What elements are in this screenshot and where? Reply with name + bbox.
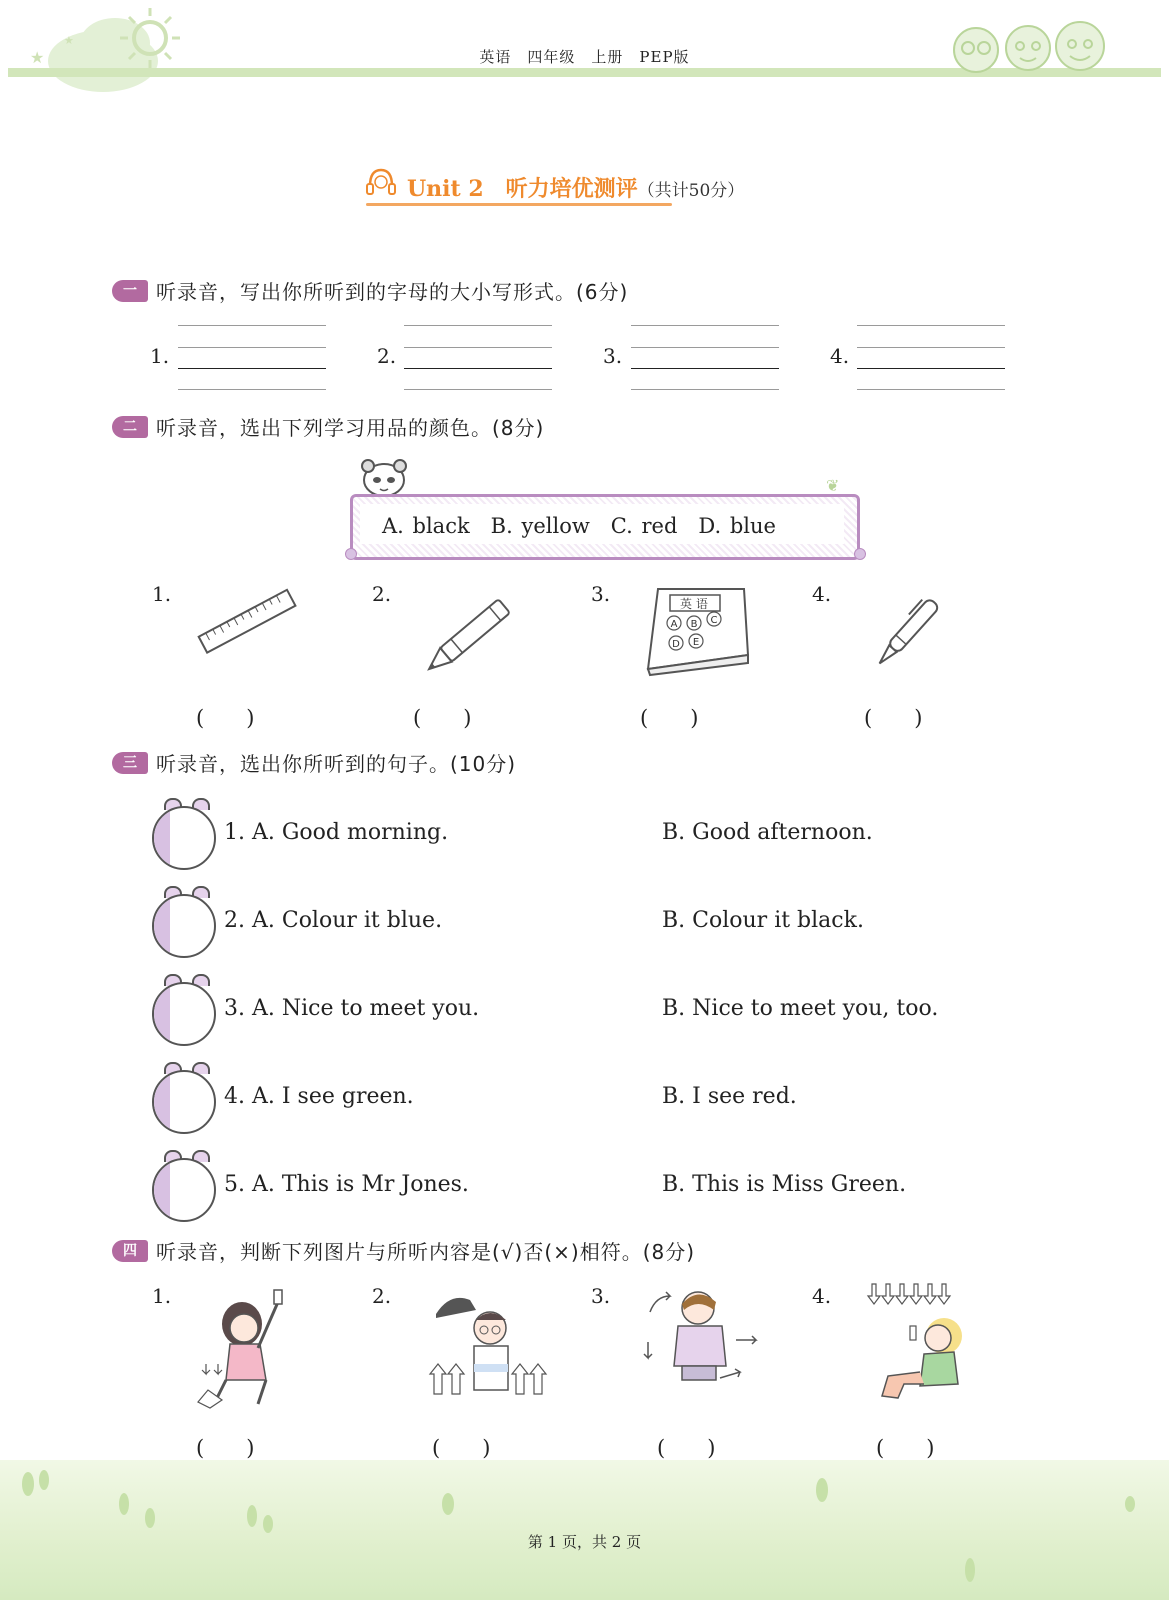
question-3-option-b: B. Nice to meet you, too.: [662, 996, 939, 1021]
question-3-option-a: 3. A. Nice to meet you.: [224, 996, 480, 1021]
question-1-option-b: B. Good afternoon.: [662, 820, 873, 845]
pen-icon: [862, 588, 952, 678]
answer-circle-4[interactable]: [152, 1070, 216, 1134]
blank-number-2: 2.: [377, 344, 397, 368]
page-title: [407, 172, 744, 212]
answer-blank-2-2[interactable]: ( ): [413, 706, 472, 730]
color-options: A. black B. yellow C. red D. blue: [382, 514, 776, 538]
blank-number-1: 1.: [150, 344, 170, 368]
header-text: 英语 四年级 上册 PEP版: [479, 48, 690, 66]
page-number: 第 1 页，共 2 页: [527, 1533, 642, 1551]
picture-number-1: 1.: [152, 1284, 172, 1308]
answer-blank-2-3[interactable]: ( ): [640, 706, 699, 730]
boy-turning-illustration: [640, 1282, 760, 1402]
book-letter: A: [670, 619, 678, 630]
answer-blank-2-4[interactable]: ( ): [864, 706, 923, 730]
question-2-option-a: 2. A. Colour it blue.: [224, 908, 443, 933]
panda-icon: [358, 456, 410, 498]
book-letter: E: [692, 637, 700, 648]
question-2-option-b: B. Colour it black.: [662, 908, 864, 933]
answer-circle-5[interactable]: [152, 1158, 216, 1222]
headphone-icon: [366, 166, 396, 200]
girl-sitting-illustration: [868, 1280, 978, 1410]
answer-blank-4-3[interactable]: ( ): [657, 1436, 716, 1460]
item-number-4: 4.: [812, 582, 832, 606]
section-badge-2: 二: [112, 416, 148, 438]
animal-faces-icon: [950, 16, 1130, 76]
section-badge-1: 一: [112, 280, 148, 302]
answer-circle-3[interactable]: [152, 982, 216, 1046]
book-letter: C: [710, 615, 718, 626]
question-5-option-b: B. This is Miss Green.: [662, 1172, 907, 1197]
crayon-icon: [412, 588, 532, 678]
book-cover-title: 英 语: [680, 597, 708, 611]
picture-number-3: 3.: [591, 1284, 611, 1308]
book-letter: D: [672, 639, 680, 650]
option-box-dot: [345, 548, 357, 560]
ruler-icon: [196, 588, 301, 658]
answer-blank-4-1[interactable]: ( ): [196, 1436, 255, 1460]
answer-blank-4-2[interactable]: ( ): [432, 1436, 491, 1460]
section-title-1: 听录音，写出你所听到的字母的大小写形式。(6分): [156, 280, 629, 304]
section-badge-3: 三: [112, 752, 148, 774]
star-icon: ★: [64, 34, 74, 47]
book-letter: B: [690, 619, 698, 630]
picture-number-2: 2.: [372, 1284, 392, 1308]
question-1-option-a: 1. A. Good morning.: [224, 820, 449, 845]
blank-number-3: 3.: [603, 344, 623, 368]
boy-with-cap-illustration: [430, 1284, 550, 1414]
option-box-dot: [854, 548, 866, 560]
question-4-option-b: B. I see red.: [662, 1084, 797, 1109]
answer-blank-2-1[interactable]: ( ): [196, 706, 255, 730]
answer-blank-4-4[interactable]: ( ): [876, 1436, 935, 1460]
answer-circle-1[interactable]: [152, 806, 216, 870]
item-number-3: 3.: [591, 582, 611, 606]
section-title-3: 听录音，选出你所听到的句子。(10分): [156, 752, 517, 776]
question-4-option-a: 4. A. I see green.: [224, 1084, 414, 1109]
item-number-2: 2.: [372, 582, 392, 606]
picture-number-4: 4.: [812, 1284, 832, 1308]
english-book-icon: [640, 585, 756, 677]
girl-crouching-illustration: [196, 1284, 296, 1414]
leaf-icon: ❦: [826, 476, 840, 495]
blank-number-4: 4.: [830, 344, 850, 368]
title-score-note: （共计50分）: [637, 181, 745, 201]
section-title-4: 听录音，判断下列图片与所听内容是(√)否(×)相符。(8分): [156, 1240, 696, 1264]
star-icon: ★: [30, 48, 45, 67]
section-title-2: 听录音，选出下列学习用品的颜色。(8分): [156, 416, 545, 440]
section-badge-4: 四: [112, 1240, 148, 1262]
title-underline: [366, 203, 672, 206]
answer-circle-2[interactable]: [152, 894, 216, 958]
question-5-option-a: 5. A. This is Mr Jones.: [224, 1172, 469, 1197]
item-number-1: 1.: [152, 582, 172, 606]
title-main: Unit 2 听力培优测评: [407, 176, 638, 202]
